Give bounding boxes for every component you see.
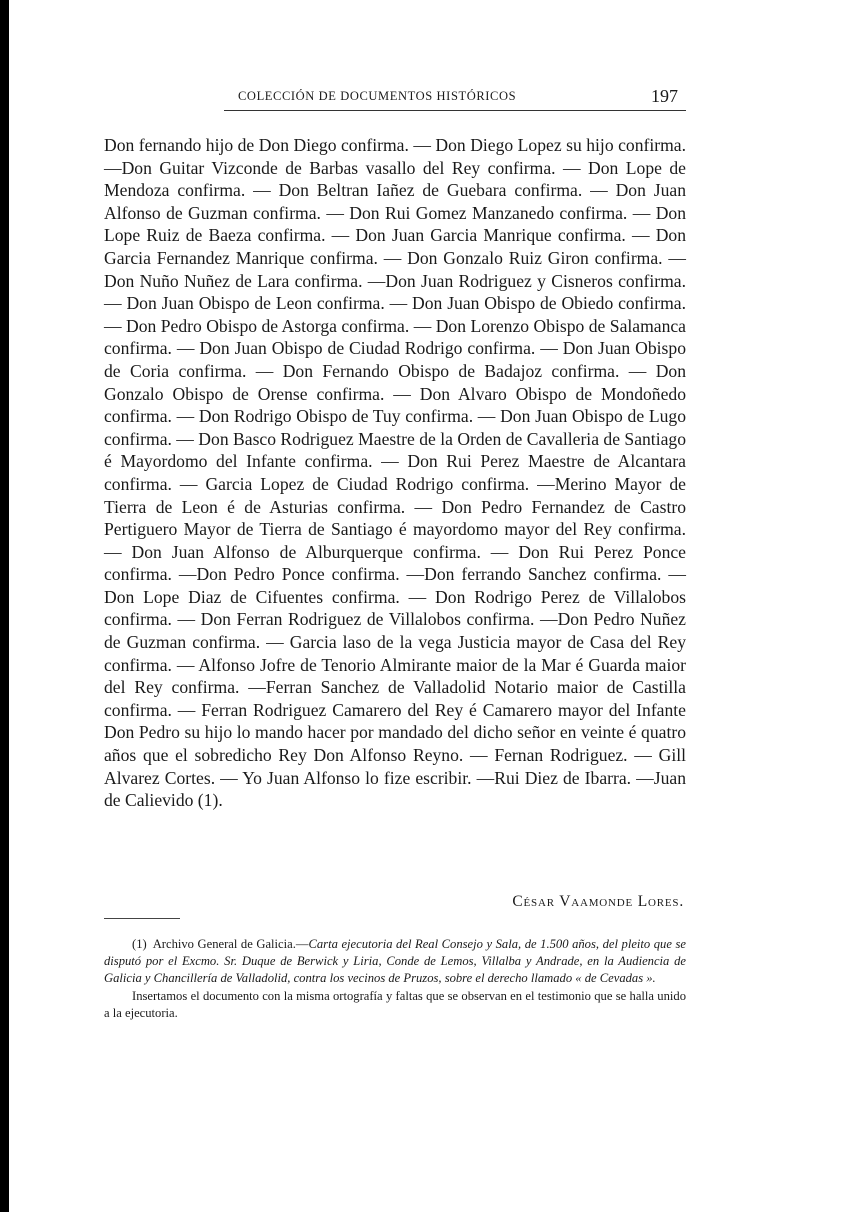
footnote-1: [104, 936, 686, 986]
header-rule: [224, 110, 686, 111]
page-header: [104, 86, 686, 112]
footnote-1-source: Archivo General de Galicia.—: [152, 937, 309, 951]
author-signature: César Vaamonde Lores.: [512, 893, 684, 910]
page-number: 197: [651, 86, 678, 106]
running-title: COLECCIÓN DE DOCUMENTOS HISTÓRICOS: [238, 89, 517, 103]
footnote-separator: [104, 918, 180, 919]
footnote-2: Insertamos el documento con la misma ortografía y faltas que se observan en el testimonio que se halla unido a la ejecutoria.: [104, 989, 686, 1021]
scan-edge-border: [0, 0, 9, 1212]
footnote-1-title: Carta ejecutoria del Real Consejo y Sala, de 1.500 años, del pleito que se disputó por el Excmo. Sr. Duque de Berwick y Liria, Conde de Lemos, Villalba y Andrade, en la Audiencia de Galicia y Chancillería de Valladolid, contra los vecinos de Pruzos, sobre el derecho llamado « de Cevadas ».: [104, 937, 686, 985]
body-paragraph: Don fernando hijo de Don Diego confirma. — Don Diego Lopez su hijo confirma. —Don Guitar Vizconde de Barbas vasallo del Rey confirma. — Don Lope de Mendoza confirma. — Don Beltran Iañez de Guebara confirma. — Don Juan Alfonso de Guzman confirma. — Don Rui Gomez Manzanedo confirma. — Don Lope Ruiz de Baeza confirma. — Don Juan Garcia Manrique confirma. — Don Garcia Fernandez Manrique confirma. — Don Gonzalo Ruiz Giron confirma. — Don Nuño Nuñez de Lara confirma. —Don Juan Rodriguez y Cisneros confirma. — Don Juan Obispo de Leon confirma. — Don Juan Obispo de Obiedo confirma. — Don Pedro Obispo de Astorga confirma. — Don Lorenzo Obispo de Salamanca confirma. — Don Juan Obispo de Ciudad Rodrigo confirma. — Don Juan Obispo de Coria confirma. — Don Fernando Obispo de Badajoz confirma. — Don Gonzalo Obispo de Orense confirma. — Don Alvaro Obispo de Mondoñedo confirma. — Don Rodrigo Obispo de Tuy confirma. — Don Juan Obispo de Lugo confirma. — Don Basco Rodriguez Maestre de la Orden de Cavalleria de Santiago é Mayordomo del Infante confirma. — Don Rui Perez Maestre de Alcantara confirma. — Garcia Lopez de Ciudad Rodrigo confirma. —Merino Mayor de Tierra de Leon é de Asturias confirma. — Don Pedro Fernandez de Castro Pertiguero Mayor de Tierra de Santiago é mayordomo mayor del Rey confirma. — Don Juan Alfonso de Alburquerque confirma. — Don Rui Perez Ponce confirma. —Don Pedro Ponce confirma. —Don ferrando Sanchez confirma. — Don Lope Diaz de Cifuentes confirma. — Don Rodrigo Perez de Villalobos confirma. — Don Ferran Rodriguez de Villalobos confirma. —Don Pedro Nuñez de Guzman confirma. — Garcia laso de la vega Justicia mayor de Casa del Rey confirma. — Alfonso Jofre de Tenorio Almirante maior de la Mar é Guarda maior del Rey confirma. —Ferran Sanchez de Valladolid Notario maior de Castilla confirma. — Ferran Rodriguez Camarero del Rey é Camarero mayor del Infante Don Pedro su hijo lo mando hacer por mandado del dicho señor en veinte é quatro años que el sobredicho Rey Don Alfonso Reyno. — Fernan Rodriguez. — Gill Alvarez Cortes. — Yo Juan Alfonso lo fize escribir. —Rui Diez de Ibarra. —Juan de Calievido (1).: [104, 135, 686, 811]
footnote-marker: (1): [132, 937, 147, 951]
footnotes: [104, 936, 686, 1024]
